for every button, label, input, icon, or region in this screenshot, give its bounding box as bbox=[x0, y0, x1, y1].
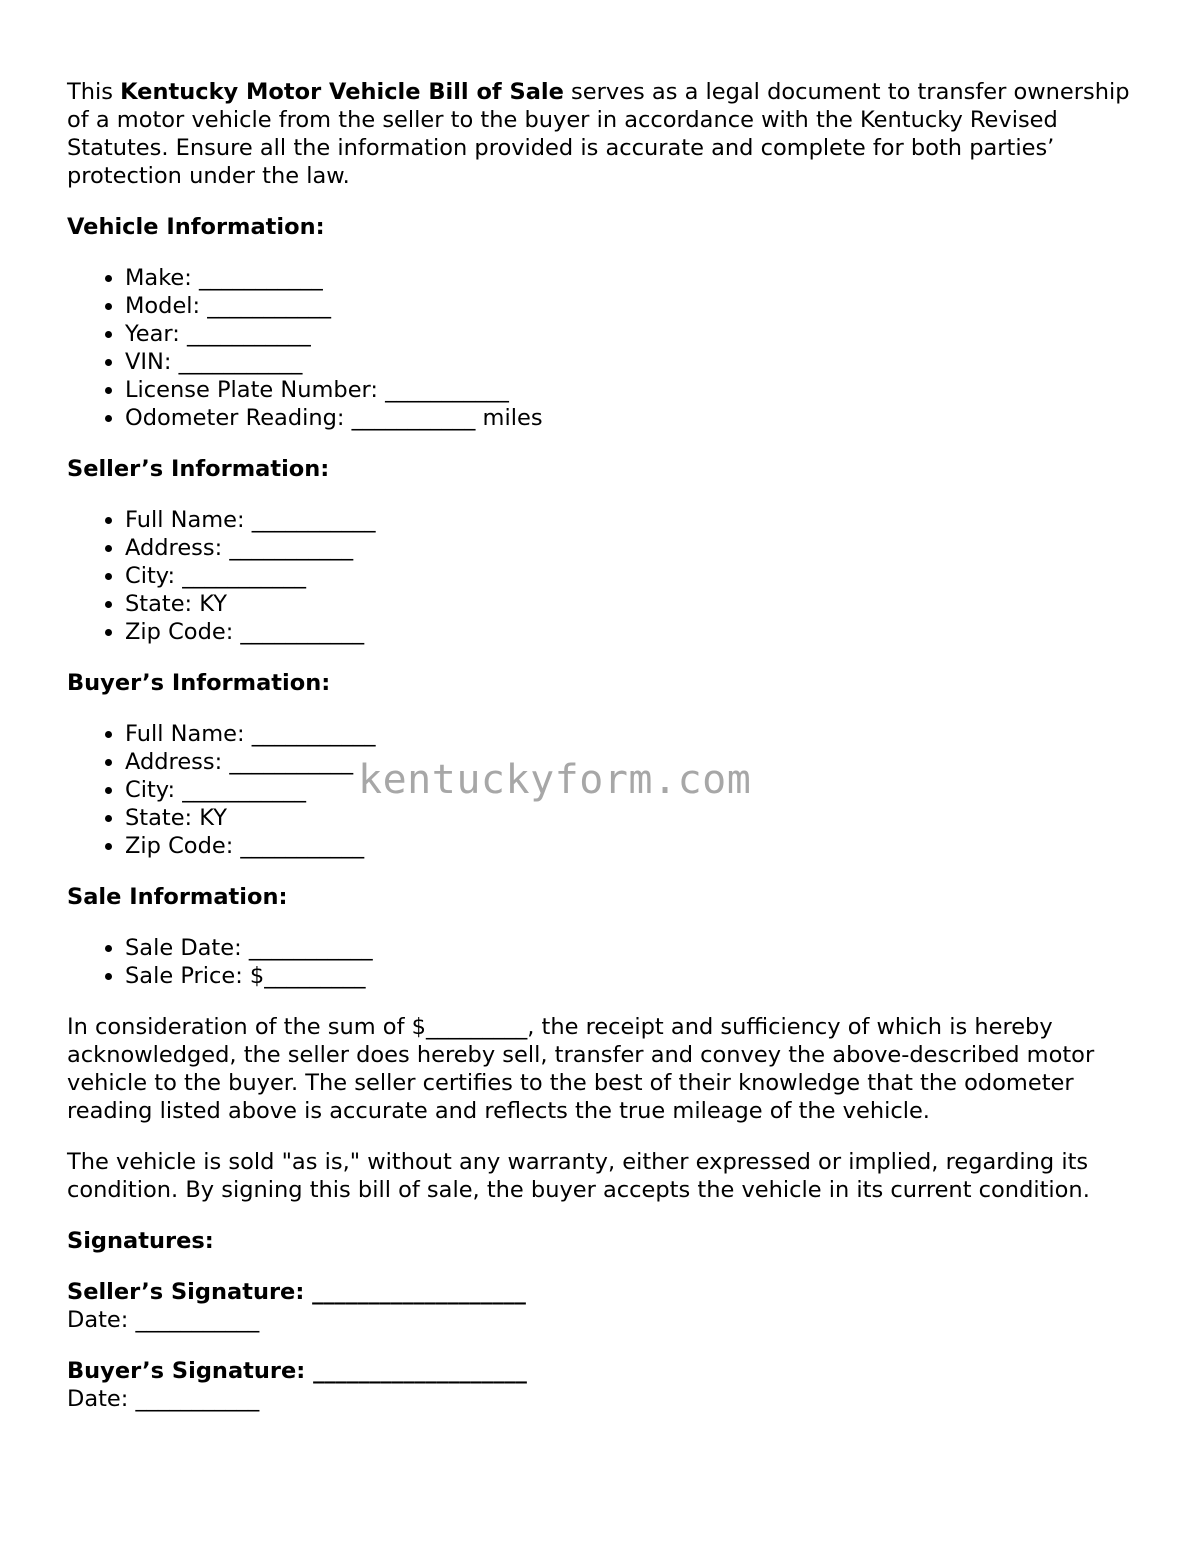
vehicle-odometer-field: • Odometer Reading: ___________ miles bbox=[125, 404, 1147, 432]
buyer-signature-line: Buyer’s Signature: ___________________ bbox=[67, 1358, 527, 1384]
signatures-heading: Signatures: bbox=[67, 1228, 214, 1254]
vehicle-model-field: • Model: ___________ bbox=[125, 292, 1147, 320]
vehicle-year-field: • Year: ___________ bbox=[125, 320, 1147, 348]
seller-date-line: Date: ___________ bbox=[67, 1307, 260, 1333]
vehicle-info-heading: Vehicle Information: bbox=[67, 214, 325, 240]
seller-info-list bbox=[67, 506, 1147, 646]
document-title: Kentucky Motor Vehicle Bill of Sale bbox=[120, 79, 564, 105]
seller-zip-field: • Zip Code: ___________ bbox=[125, 618, 1147, 646]
buyer-signature-block bbox=[67, 1357, 1147, 1413]
sale-date-field: • Sale Date: ___________ bbox=[125, 934, 1147, 962]
as-is-paragraph: The vehicle is sold "as is," without any warranty, either expressed or implied, regarding its condition. By signing this bill of sale, the buyer accepts the vehicle in its current condition. bbox=[67, 1149, 1090, 1203]
buyer-info-heading: Buyer’s Information: bbox=[67, 670, 331, 696]
sale-info-heading: Sale Information: bbox=[67, 884, 288, 910]
buyer-info-list bbox=[67, 720, 1147, 860]
buyer-name-field: • Full Name: ___________ bbox=[125, 720, 1147, 748]
intro-suffix: serves as a legal document to transfer ownership of a motor vehicle from the seller to the buyer in accordance with the Kentucky Revised Statutes. Ensure all the information provided is accurate and complete for both parties’ protection under the law. bbox=[67, 79, 1130, 189]
buyer-zip-field: • Zip Code: ___________ bbox=[125, 832, 1147, 860]
buyer-state-field: • State: KY bbox=[125, 804, 1147, 832]
vehicle-info-list bbox=[67, 264, 1147, 432]
buyer-city-field: • City: ___________ bbox=[125, 776, 1147, 804]
seller-name-field: • Full Name: ___________ bbox=[125, 506, 1147, 534]
seller-info-heading: Seller’s Information: bbox=[67, 456, 330, 482]
vehicle-make-field: • Make: ___________ bbox=[125, 264, 1147, 292]
sale-price-field: • Sale Price: $_________ bbox=[125, 962, 1147, 990]
intro-paragraph bbox=[67, 78, 1147, 190]
buyer-date-line: Date: ___________ bbox=[67, 1386, 260, 1412]
seller-state-field: • State: KY bbox=[125, 590, 1147, 618]
document-page bbox=[67, 78, 1147, 1436]
seller-address-field: • Address: ___________ bbox=[125, 534, 1147, 562]
seller-signature-block bbox=[67, 1278, 1147, 1334]
intro-prefix: This bbox=[67, 79, 121, 105]
seller-signature-line: Seller’s Signature: ___________________ bbox=[67, 1279, 526, 1305]
vehicle-vin-field: • VIN: ___________ bbox=[125, 348, 1147, 376]
consideration-paragraph: In consideration of the sum of $_________, the receipt and sufficiency of which is hereby acknowledged, the seller does hereby sell, transfer and convey the above-described motor vehicle to the buyer. The seller certifies to the best of their knowledge that the odometer reading listed above is accurate and reflects the true mileage of the vehicle. bbox=[67, 1014, 1095, 1124]
seller-city-field: • City: ___________ bbox=[125, 562, 1147, 590]
buyer-address-field: • Address: ___________ bbox=[125, 748, 1147, 776]
sale-info-list bbox=[67, 934, 1147, 990]
vehicle-plate-field: • License Plate Number: ___________ bbox=[125, 376, 1147, 404]
watermark: kentuckyform.com bbox=[358, 757, 752, 803]
